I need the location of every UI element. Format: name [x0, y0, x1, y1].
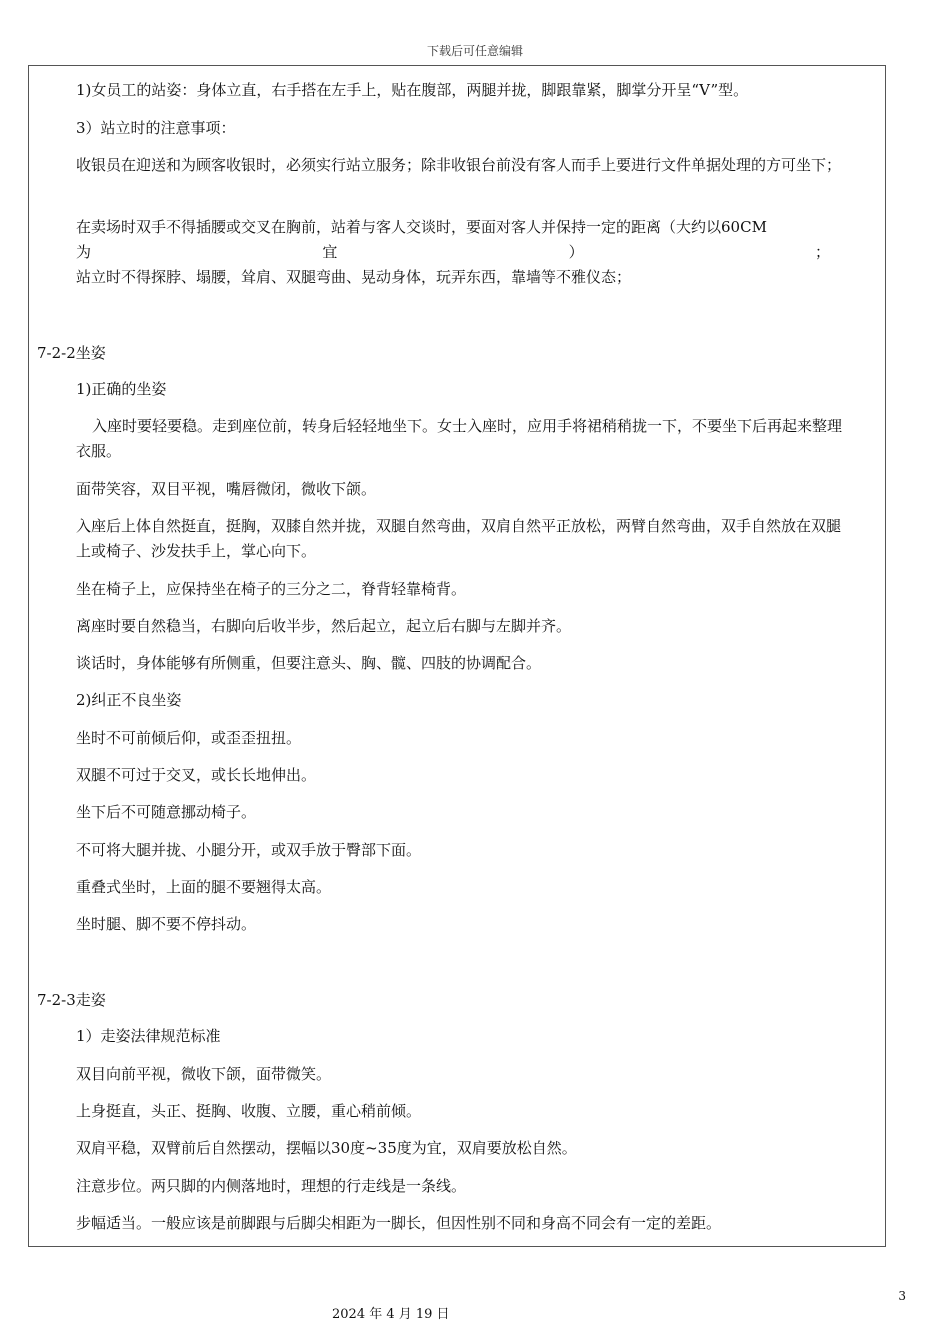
paragraph-arm-swing: 双肩平稳，双臂前后自然摆动，摆幅以30度~35度为宜，双肩要放松自然。	[76, 1139, 577, 1157]
paragraph-conversation: 谈话时，身体能够有所侧重，但要注意头、胸、髋、四肢的协调配合。	[76, 654, 542, 672]
justified-fragment: ）	[568, 243, 584, 261]
paragraph-no-shaking: 坐时腿、脚不要不停抖动。	[76, 915, 257, 933]
paragraph-leaving-seat: 离座时要自然稳当，右脚向后收半步，然后起立，起立后右脚与左脚并齐。	[76, 617, 572, 635]
paragraph-cashier-standing: 收银员在迎送和为顾客收银时，必须实行站立服务；除非收银台前没有客人而手上要进行文件单据处理的方可坐下；	[76, 156, 842, 174]
paragraph-chair-position: 坐在椅子上，应保持坐在椅子的三分之二，脊背轻靠椅背。	[76, 580, 467, 598]
section-heading-walking: 7-2-3走姿	[37, 991, 106, 1009]
paragraph-eyes-forward: 双目向前平视，微收下颌，面带微笑。	[76, 1065, 332, 1083]
paragraph-no-leaning: 坐时不可前倾后仰，或歪歪扭扭。	[76, 729, 302, 747]
page-header: 下载后可任意编辑	[426, 44, 523, 58]
paragraph-upper-body: 入座后上体自然挺直，挺胸，双膝自然并拢，双腿自然弯曲，双肩自然平正放松，两臂自然弯曲，双手自然放在双腿上或椅子、沙发扶手上，掌心向下。	[76, 517, 842, 560]
paragraph-stride: 步幅适当。一般应该是前脚跟与后脚尖相距为一脚长，但因性别不同和身高不同会有一定的差距。	[76, 1214, 722, 1232]
paragraph-correct-sitting-title: 1)正确的坐姿	[76, 380, 167, 398]
paragraph-female-stance: 1)女员工的站姿：身体立直，右手搭在左手上，贴在腹部，两腿并拢，脚跟靠紧，脚掌分开呈“V”型。	[76, 81, 749, 99]
paragraph-no-legs-apart: 不可将大腿并拢、小腿分开，或双手放于臀部下面。	[76, 841, 422, 859]
paragraph-walking-standard-title: 1）走姿法律规范标准	[76, 1027, 221, 1045]
justified-fragment: ；	[814, 243, 830, 261]
paragraph-smile: 面带笑容，双目平视，嘴唇微闭，微收下颌。	[76, 480, 377, 498]
section-heading-sitting: 7-2-2坐姿	[37, 344, 106, 362]
paragraph-no-moving-chair: 坐下后不可随意挪动椅子。	[76, 803, 257, 821]
paragraph-step-position: 注意步位。两只脚的内侧落地时，理想的行走线是一条线。	[76, 1177, 467, 1195]
paragraph-upper-body-straight: 上身挺直，头正、挺胸、收腹、立腰，重心稍前倾。	[76, 1102, 422, 1120]
footer-date: 2024 年 4 月 19 日	[332, 1307, 450, 1322]
paragraph-sitting-entry: 入座时要轻要稳。走到座位前，转身后轻轻地坐下。女士入座时，应用手将裙稍稍拢一下，不要坐下后再起来整理衣服。	[76, 417, 843, 460]
paragraph-no-crossing: 双腿不可过于交叉，或长长地伸出。	[76, 766, 317, 784]
paragraph-crossed-legs: 重叠式坐时，上面的腿不要翘得太高。	[76, 878, 332, 896]
page-number: 3	[898, 1289, 906, 1303]
paragraph-distance-line1: 在卖场时双手不得插腰或交叉在胸前，站着与客人交谈时，要面对客人并保持一定的距离（大约以60CM	[76, 218, 767, 236]
paragraph-standing-prohibitions: 站立时不得探脖、塌腰，耸肩、双腿弯曲、晃动身体，玩弄东西，靠墙等不雅仪态；	[76, 268, 632, 286]
paragraph-distance-line2	[76, 240, 830, 265]
paragraph-standing-notes-title: 3）站立时的注意事项：	[76, 119, 236, 137]
justified-fragment: 为	[76, 243, 92, 261]
justified-fragment: 宜	[322, 243, 338, 261]
paragraph-correct-bad-sitting-title: 2)纠正不良坐姿	[76, 691, 182, 709]
